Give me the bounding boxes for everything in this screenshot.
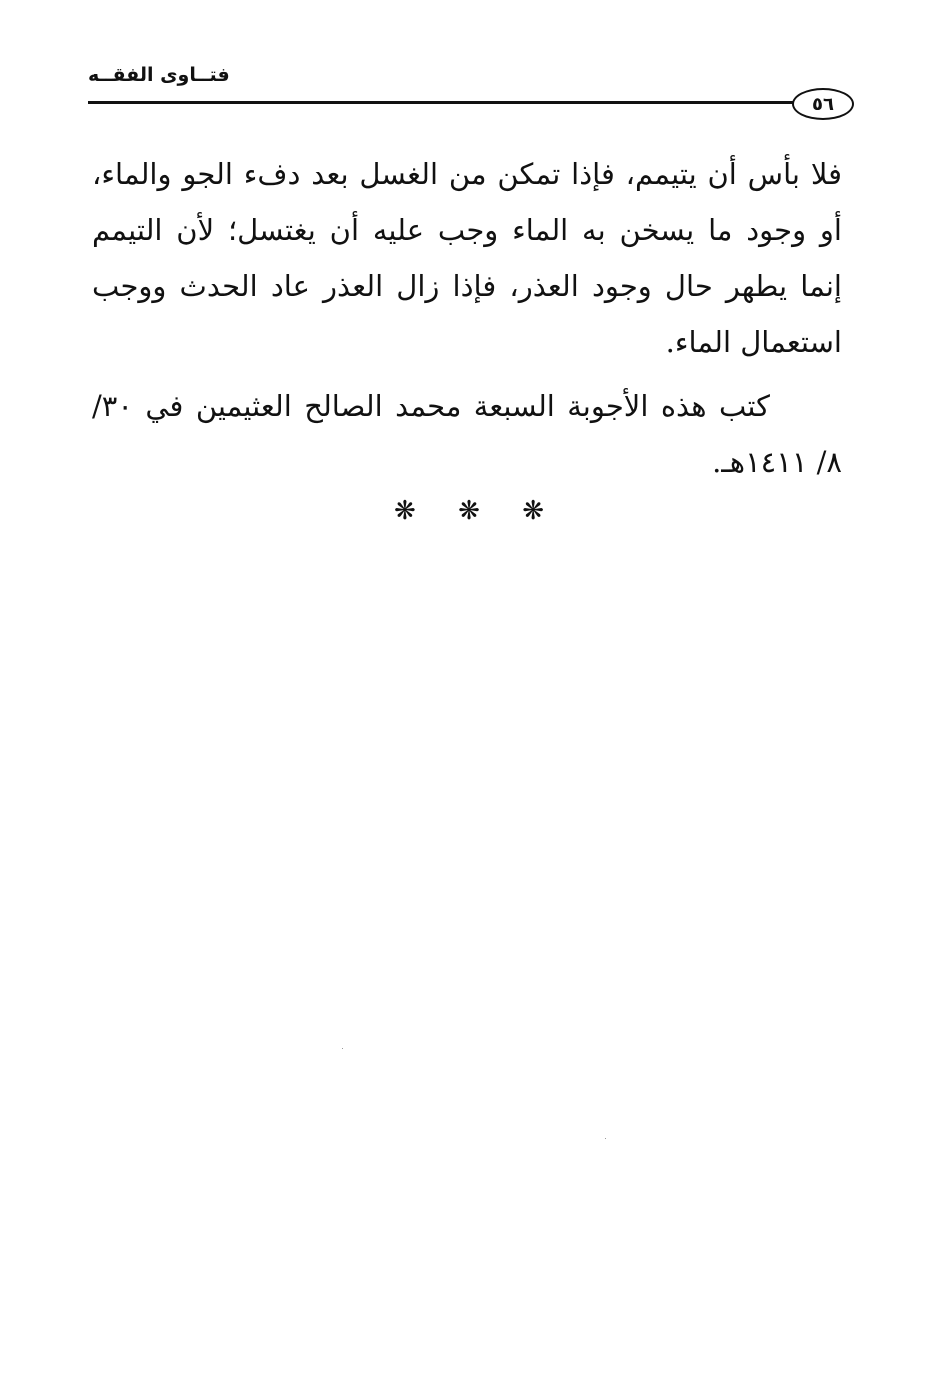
page-number-badge: ٥٦ bbox=[792, 88, 854, 120]
section-separator bbox=[394, 496, 544, 526]
asterism-icon: ❋ bbox=[394, 496, 416, 526]
page-body bbox=[92, 146, 842, 490]
running-header-title: فتــاوى الفقــه bbox=[88, 64, 230, 86]
asterism-icon: ❋ bbox=[458, 496, 480, 526]
body-paragraph: فلا بأس أن يتيمم، فإذا تمكن من الغسل بعد دفء الجو والماء، أو وجود ما يسخن به الماء وجب عليه أن يغتسل؛ لأن التيمم إنما يطهر حال وجود العذر، فإذا زال العذر عاد الحدث ووجب استعمال الماء. bbox=[92, 157, 842, 359]
header-rule bbox=[88, 101, 794, 104]
signoff-paragraph: كتب هذه الأجوبة السبعة محمد الصالح العثيمين في ٣٠/ ٨/ ١٤١١هـ. bbox=[92, 389, 842, 479]
scan-speck bbox=[342, 1048, 343, 1049]
asterism-icon: ❋ bbox=[522, 496, 544, 526]
scan-speck bbox=[605, 1138, 606, 1139]
